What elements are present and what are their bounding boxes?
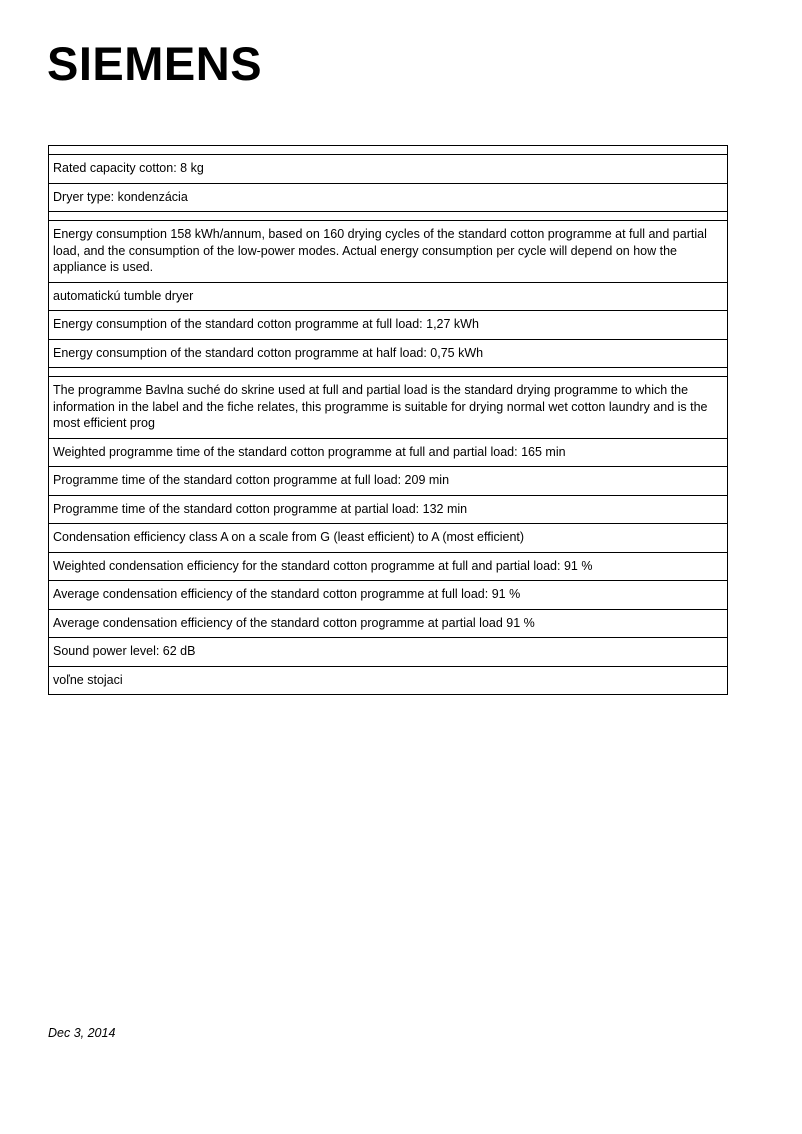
fiche-row: [49, 311, 728, 340]
product-fiche-body: [49, 146, 728, 695]
fiche-cell-text: Energy consumption of the standard cotton programme at half load: 0,75 kWh: [53, 345, 484, 360]
fiche-row: [49, 155, 728, 184]
fiche-cell: [49, 552, 728, 581]
fiche-cell-text: [49, 212, 727, 220]
fiche-cell-text: Weighted programme time of the standard cotton programme at full and partial load: 165 min: [53, 444, 566, 459]
siemens-logo: SIEMENS: [47, 37, 263, 90]
fiche-cell: [49, 581, 728, 610]
fiche-cell: [49, 524, 728, 553]
fiche-row: [49, 609, 728, 638]
fiche-cell: [49, 183, 728, 212]
fiche-cell-text: The programme Bavlna suché do skrine used at full and partial load is the standard drying programme to which the information in the label and the fiche relates, this programme is suitable for drying normal wet cotton laundry and is the most efficient prog: [53, 383, 708, 430]
fiche-spacer-row: [49, 368, 728, 377]
fiche-cell: [49, 377, 728, 439]
fiche-cell: [49, 339, 728, 368]
fiche-cell-text: Average condensation efficiency of the standard cotton programme at full load: 91 %: [53, 587, 521, 601]
fiche-row: [49, 581, 728, 610]
fiche-row: [49, 183, 728, 212]
fiche-spacer-row: [49, 146, 728, 155]
fiche-row: [49, 438, 728, 467]
fiche-cell-text: [49, 146, 727, 154]
fiche-row: [49, 339, 728, 368]
fiche-row: [49, 638, 728, 667]
fiche-cell: [49, 609, 728, 638]
fiche-cell-text: Dryer type: kondenzácia: [53, 189, 188, 204]
fiche-cell-text: voľne stojaci: [53, 672, 123, 687]
fiche-cell: [49, 282, 728, 311]
fiche-row: [49, 552, 728, 581]
fiche-cell: [49, 311, 728, 340]
fiche-cell: [49, 155, 728, 184]
fiche-cell-text: Programme time of the standard cotton programme at partial load: 132 min: [53, 501, 468, 516]
fiche-cell-text: Condensation efficiency class A on a scale from G (least efficient) to A (most efficient): [53, 530, 525, 544]
fiche-cell: [49, 638, 728, 667]
fiche-cell: [49, 438, 728, 467]
fiche-cell-text: Rated capacity cotton: 8 kg: [53, 161, 204, 175]
fiche-cell: [49, 467, 728, 496]
fiche-spacer-row: [49, 212, 728, 221]
fiche-row: [49, 666, 728, 695]
fiche-row: [49, 377, 728, 439]
fiche-cell-text: Energy consumption of the standard cotton programme at full load: 1,27 kWh: [53, 317, 479, 331]
document-date: Dec 3, 2014: [48, 1026, 116, 1040]
fiche-row: [49, 282, 728, 311]
fiche-cell-text: Sound power level: 62 dB: [53, 644, 196, 658]
fiche-cell-text: [49, 368, 727, 376]
fiche-row: [49, 467, 728, 496]
fiche-cell: [49, 495, 728, 524]
fiche-cell-text: Average condensation efficiency of the standard cotton programme at partial load 91 %: [53, 615, 535, 630]
fiche-cell-text: Weighted condensation efficiency for the standard cotton programme at full and partial load: 91 %: [53, 558, 593, 573]
fiche-row: [49, 495, 728, 524]
fiche-cell: [49, 666, 728, 695]
fiche-cell-text: Energy consumption 158 kWh/annum, based on 160 drying cycles of the standard cotton programme at full and partial load, and the consumption of the low-power modes. Actual energy consumption per cycle will depend on how the appliance is used.: [53, 227, 707, 274]
fiche-row: [49, 221, 728, 283]
fiche-cell: [49, 368, 728, 377]
product-fiche-table: [48, 145, 728, 695]
fiche-cell: [49, 212, 728, 221]
fiche-cell-text: Programme time of the standard cotton programme at full load: 209 min: [53, 473, 450, 487]
fiche-cell: [49, 146, 728, 155]
fiche-cell-text: automatickú tumble dryer: [53, 288, 194, 303]
fiche-cell: [49, 221, 728, 283]
fiche-row: [49, 524, 728, 553]
